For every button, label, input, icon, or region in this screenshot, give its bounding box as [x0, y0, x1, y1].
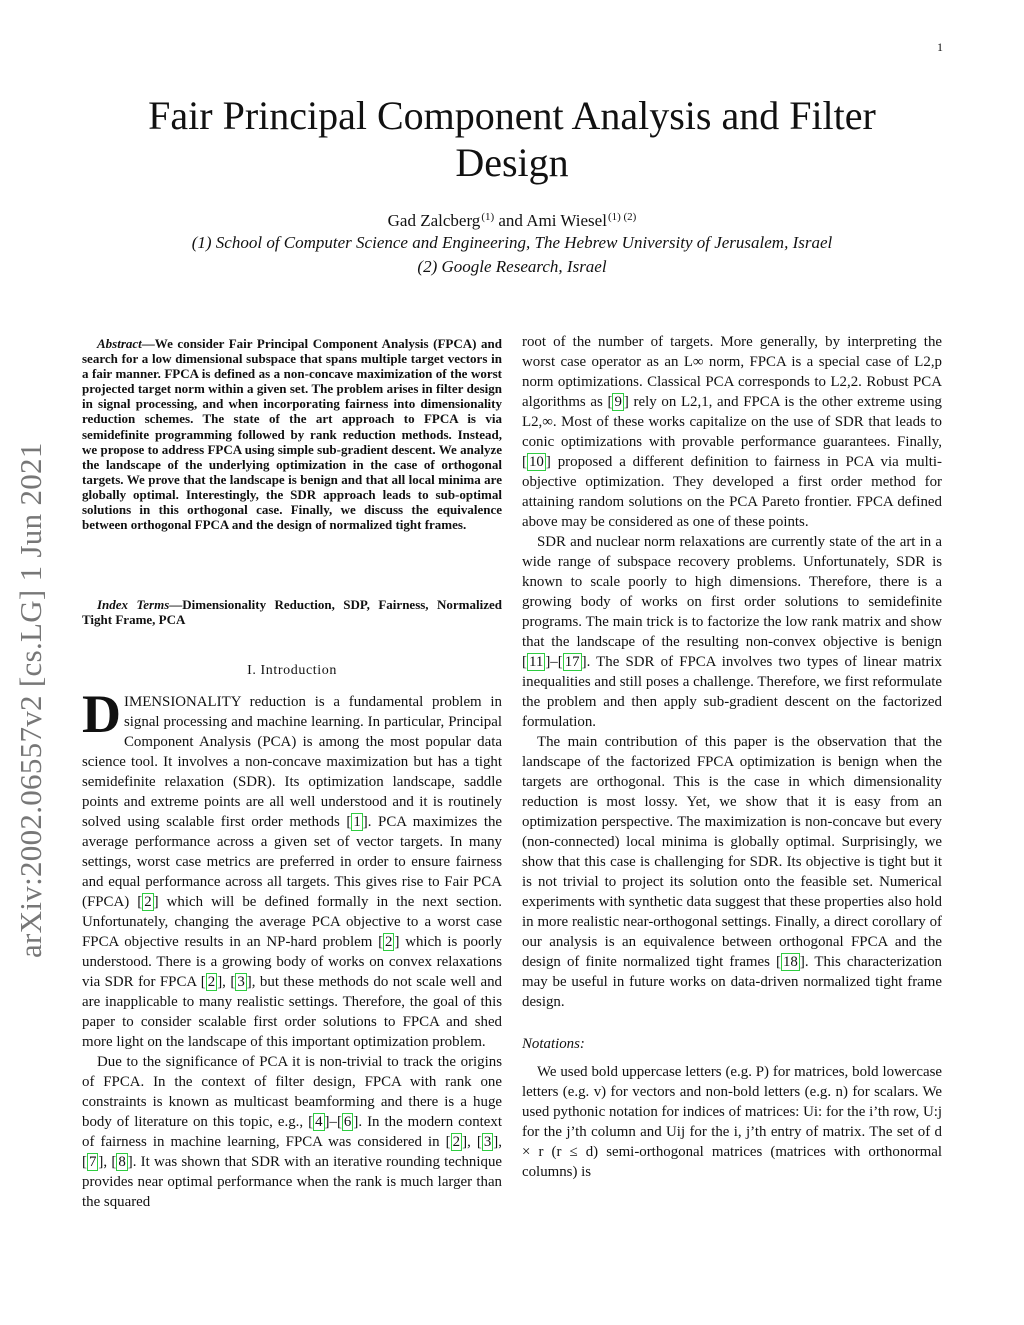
page-number: 1 [937, 40, 943, 54]
citation-link[interactable]: 2 [144, 894, 152, 910]
author-name: Ami Wiesel [526, 211, 607, 230]
affiliation-1: (1) School of Computer Science and Engineering, The Hebrew University of Jerusalem, Israel [191, 233, 833, 252]
citation-link[interactable]: 9 [614, 394, 622, 410]
paragraph: root of the number of targets. More generally, by interpreting the worst case operator as an L∞ norm, FPCA is a special case of L2,p norm optimizations. Classical PCA corresponds to L2,2. Robust PCA algorithms as [ 9 ] rely on L2,1, and FPCA is the other extreme using L2,∞. Most of these works capitalize on the use of SDR that leads to conic optimizations with provable performance guarantees. Finally, [ 10 ] proposed a different definition to fairness in PCA via multi-objective optimization. They developed a first order method for attaining random solutions on the PCA Pareto frontier. FPCA defined above may be considered as one of these points. [522, 334, 942, 530]
abstract-text: —We consider Fair Principal Component Analysis (FPCA) and search for a low dimensional subspace that spans multiple target vectors in a fair manner. FPCA is defined as a non-concave maximization of the worst projected target norm within a given set. The problem arises in filter design in signal processing, and when incorporating fairness into dimensionality reduction schemes. The state of the art approach to FPCA is via semidefinite programming followed by rank reduction methods. Instead, we propose to address FPCA using simple sub-gradient descent. We analyze the landscape of the underlying optimization in the case of orthogonal targets. We prove that the landscape is benign and that all local minima are globally optimal. Interestingly, the SDR approach leads to sub-optimal solutions in this orthogonal case. Finally, we discuss the equivalence between orthogonal FPCA and the design of normalized tight frames. [82, 336, 502, 533]
notations-heading: Notations: [522, 1036, 585, 1052]
paragraph: The main contribution of this paper is the observation that the landscape of the factorized FPCA optimization is benign when the targets are orthogonal. This is the case in which dimensionality reduction is most lossy. Yet, we show that it is easy from an optimization perspective. The maximization is non-concave but every (non-connected) local minima is globally optimal. Surprisingly, we show that this case is challenging for SDR. Its objective is tight but it is not trivial to project its solution onto the feasible set. Numerical experiments with synthetic data suggest that these properties also hold in more realistic near-orthogonal settings. Finally, a direct corollary of our analysis is an equivalence between orthogonal FPCA and the design of finite normalized tight frames [ 18 ]. This characterization may be useful in future works on data-driven normalized tight frame design. [522, 734, 942, 1010]
author-name: Gad Zalcberg [387, 211, 481, 230]
paper-title: Fair Principal Component Analysis and Filter Design [148, 93, 876, 185]
paragraph: SDR and nuclear norm relaxations are currently state of the art in a wide range of subspace recovery problems. Unfortunately, SDR is known to scale poorly to high dimensions. Therefore, there is a growing body of works on first order solutions to semidefinite programs. The main trick is to factorize the low rank matrix and show that the landscape of the resulting non-convex objective is benign [ 11 ]–[ 17 ]. The SDR of FPCA involves two types of linear matrix inequalities and still poses a challenge. Therefore, we first reformulate the problem and then apply sub-gradient descent on the factorized formulation. [522, 534, 942, 730]
citation-link[interactable]: 17 [564, 654, 580, 670]
citation-link[interactable]: 3 [237, 974, 245, 990]
right-column [522, 332, 942, 1182]
index-terms [82, 597, 502, 627]
abstract [82, 336, 502, 532]
drop-cap: D [82, 684, 121, 744]
paragraph: Due to the significance of PCA it is non-trivial to track the origins of FPCA. In the context of filter design, FPCA with rank one constraints is known as multicast beamforming and there is a huge body of literature on this topic, e.g., [ 4 ]–[ 6 ]. In the modern context of fairness in machine learning, FPCA was considered in [ 2 ], [ 3 ], [ 7 ], [ 8 ]. It was shown that SDR with an iterative rounding technique provides near optimal performance when the rank is much larger than the squared [82, 1054, 503, 1210]
abstract-label: Abstract [97, 336, 142, 351]
author-affil-sup: (1) [481, 211, 495, 223]
citation-link[interactable]: 10 [528, 454, 544, 470]
author-conjunction: and [494, 211, 527, 230]
citation-link[interactable]: 11 [528, 654, 544, 670]
paragraph: DIMENSIONALITY reduction is a fundamental problem in signal processing and machine learning. In particular, Principal Component Analysis (PCA) is among the most popular data science tool. It involves a non-concave maximization but has a tight semidefinite relaxation (SDR). Its optimization landscape, saddle points and extreme points are all well understood and it is routinely solved using scalable first order methods [ 1 ]. PCA maximizes the average performance across a given set of vector targets. In many settings, worst case metrics are preferred in order to ensure fairness and equal performance across all targets. This gives rise to Fair PCA (FPCA) [ 2 ] which will be defined formally in the next section. Unfortunately, changing the average PCA objective to a worst case FPCA objective results in an NP-hard problem [ 2 ] which is poorly understood. There is a growing body of works on convex relaxations via SDR for FPCA [ 2 ], [ 3 ], but these methods do not scale well and are inapplicable to many realistic settings. Therefore, the goal of this paper to consider scalable first order solutions to FPCA and shed more light on the landscape of this important optimization problem. [82, 684, 503, 1050]
authors [100, 207, 924, 231]
citation-link[interactable]: 2 [452, 1134, 461, 1150]
arxiv-identifier: arXiv:2002.06557v2 [cs.LG] 1 Jun 2021 [13, 442, 48, 958]
citation-link[interactable]: 8 [118, 1154, 126, 1170]
affiliation-2: (2) Google Research, Israel [417, 257, 607, 276]
citation-link[interactable]: 1 [353, 814, 361, 830]
author-affil-sup: (1) (2) [607, 211, 637, 223]
citation-link[interactable]: 2 [385, 934, 393, 950]
citation-link[interactable]: 18 [782, 954, 798, 970]
left-column [82, 684, 503, 1212]
index-terms-text: —Dimensionality Reduction, SDP, Fairness, Normalized Tight Frame, PCA [82, 597, 502, 628]
citation-link[interactable]: 6 [343, 1114, 352, 1130]
section-heading: I. Introduction [247, 663, 337, 678]
citation-link[interactable]: 3 [483, 1134, 492, 1150]
index-terms-label: Index Terms [97, 597, 170, 612]
citation-link[interactable]: 7 [88, 1154, 97, 1170]
citation-link[interactable]: 4 [315, 1114, 323, 1130]
citation-link[interactable]: 2 [207, 974, 216, 990]
paragraph: We used bold uppercase letters (e.g. P) for matrices, bold lowercase letters (e.g. v) for vectors and non-bold letters (e.g. n) for scalars. We used pythonic notation for indices of matrices: Ui: for the i’th row, U:j for the j’th column and Uij for the i, j’th entry of matrix. The set of d × r (r ≤ d) semi-orthogonal matrices (matrices with orthonormal columns) is [522, 1064, 942, 1180]
